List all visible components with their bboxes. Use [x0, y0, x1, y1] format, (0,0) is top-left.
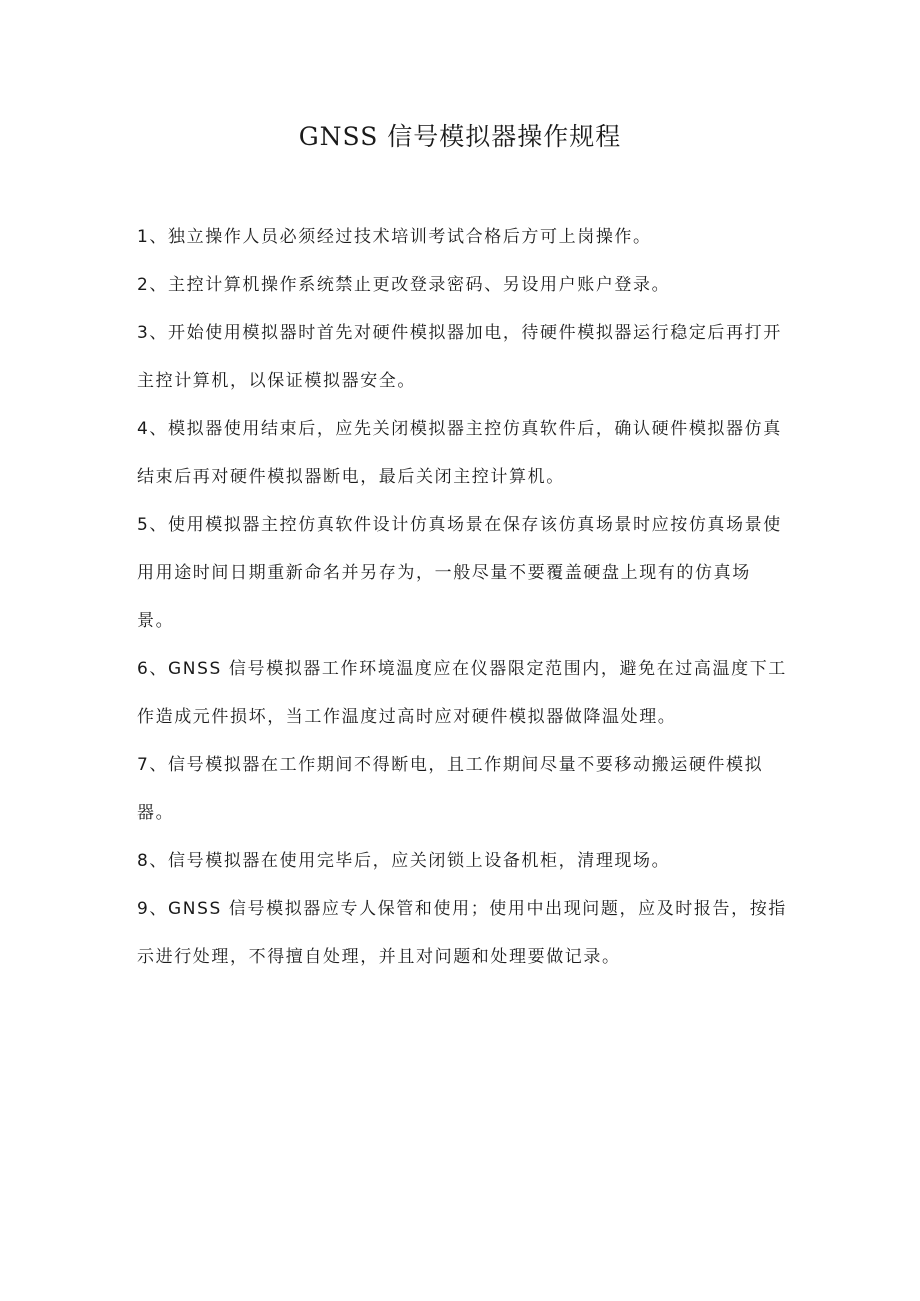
rule-text: 、模拟器使用结束后，应先关闭模拟器主控仿真软件后，确认硬件模拟器仿真结束后再对硬件模拟器断电，最后关闭主控计算机。	[137, 419, 782, 487]
rule-text: 、主控计算机操作系统禁止更改登录密码、另设用户账户登录。	[149, 275, 671, 295]
rule-text: 、开始使用模拟器时首先对硬件模拟器加电，待硬件模拟器运行稳定后再打开主控计算机，以保证模拟器安全。	[137, 323, 782, 391]
rule-list	[137, 213, 787, 981]
rule-item-3	[137, 309, 787, 405]
rule-text: 、信号模拟器在使用完毕后，应关闭锁上设备机柜，清理现场。	[149, 851, 671, 871]
rule-number: 8	[137, 851, 150, 871]
rule-text: 、使用模拟器主控仿真软件设计仿真场景在保存该仿真场景时应按仿真场景使用用途时间日期重新命名并另存为，一般尽量不要覆盖硬盘上现有的仿真场景。	[137, 515, 782, 631]
rule-number: 4	[137, 419, 150, 439]
rule-number: 6	[137, 659, 150, 679]
page-title: GNSS 信号模拟器操作规程	[298, 122, 622, 151]
rule-item-7	[137, 741, 787, 837]
rule-text: 、GNSS 信号模拟器应专人保管和使用；使用中出现问题，应及时报告，按指示进行处理，不得擅自处理，并且对问题和处理要做记录。	[137, 899, 787, 967]
rule-item-9	[137, 885, 787, 981]
rule-item-8	[137, 837, 787, 885]
rule-item-1	[137, 213, 787, 261]
rule-number: 9	[137, 899, 150, 919]
rule-text: 、GNSS 信号模拟器工作环境温度应在仪器限定范围内，避免在过高温度下工作造成元件损坏，当工作温度过高时应对硬件模拟器做降温处理。	[137, 659, 787, 727]
rule-item-5	[137, 501, 787, 645]
rule-text: 、独立操作人员必须经过技术培训考试合格后方可上岗操作。	[149, 227, 652, 247]
rule-number: 1	[137, 227, 150, 247]
rule-number: 3	[137, 323, 150, 343]
rule-number: 2	[137, 275, 150, 295]
rule-item-2	[137, 261, 787, 309]
rule-item-4	[137, 405, 787, 501]
rule-text: 、信号模拟器在工作期间不得断电，且工作期间尽量不要移动搬运硬件模拟器。	[137, 755, 764, 823]
rule-item-6	[137, 645, 787, 741]
rule-number: 5	[137, 515, 150, 535]
rule-number: 7	[137, 755, 150, 775]
